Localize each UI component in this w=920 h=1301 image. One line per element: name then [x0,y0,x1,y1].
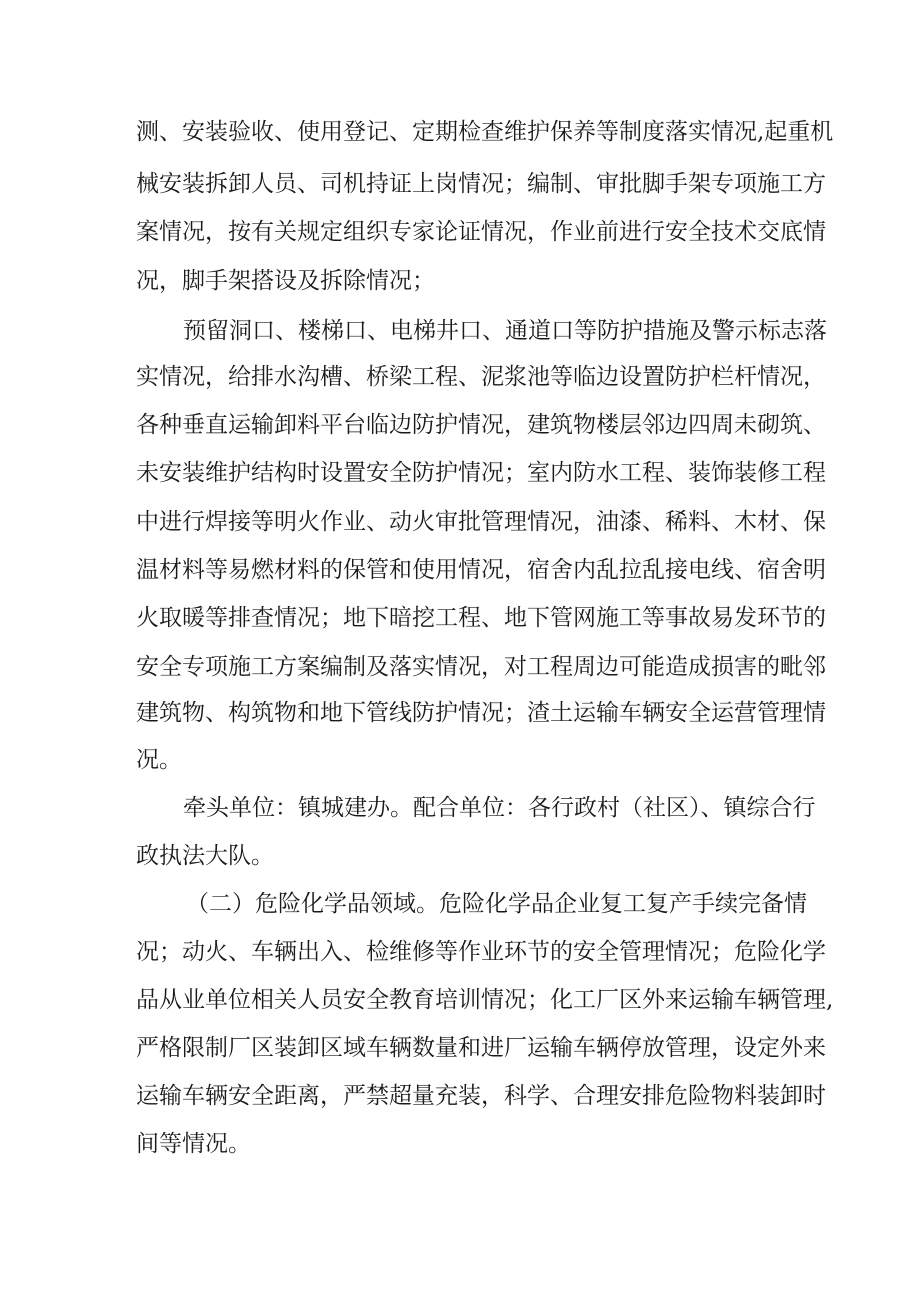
text-line: 测、安装验收、使用登记、定期检查维护保养等制度落实情况,起重机 [136,119,834,145]
text-line: 牵头单位：镇城建办。配合单位：各行政村（社区）、镇综合行 [183,795,816,821]
text-line: （二）危险化学品领域。危险化学品企业复工复产手续完备情 [186,891,807,917]
text-line: 间等情况。 [136,1131,251,1157]
text-line: 温材料等易燃材料的保管和使用情况，宿舍内乱拉乱接电线、宿舍明 [136,557,826,583]
text-line: 况。 [136,747,182,773]
text-line: 未安装维护结构时设置安全防护情况；室内防水工程、装饰装修工程 [136,460,826,486]
text-line: 中进行焊接等明火作业、动火审批管理情况，油漆、稀料、木材、保 [136,509,826,535]
text-line: 安全专项施工方案编制及落实情况，对工程周边可能造成损害的毗邻 [136,654,826,680]
text-line: 各种垂直运输卸料平台临边防护情况，建筑物楼层邻边四周未砌筑、 [136,412,826,438]
text-line: 品从业单位相关人员安全教育培训情况；化工厂区外来运输车辆管理, [136,987,834,1013]
text-line: 严格限制厂区装卸区域车辆数量和进厂运输车辆停放管理，设定外来 [136,1035,826,1061]
text-line: 建筑物、构筑物和地下管线防护情况；渣土运输车辆安全运营管理情 [136,700,826,726]
text-line: 政执法大队。 [136,843,274,869]
text-line: 况，脚手架搭设及拆除情况； [136,268,435,294]
text-line: 案情况，按有关规定组织专家论证情况，作业前进行安全技术交底情 [136,219,826,245]
text-line: 实情况，给排水沟槽、桥梁工程、泥浆池等临边设置防护栏杆情况， [136,364,826,390]
text-line: 火取暖等排查情况；地下暗挖工程、地下管网施工等事故易发环节的 [136,605,826,631]
text-line: 械安装拆卸人员、司机持证上岗情况；编制、审批脚手架专项施工方 [136,171,826,197]
text-line: 况；动火、车辆出入、检维修等作业环节的安全管理情况；危险化学 [136,939,826,965]
text-line: 运输车辆安全距离，严禁超量充装，科学、合理安排危险物料装卸时 [136,1083,826,1109]
text-line: 预留洞口、楼梯口、电梯井口、通道口等防护措施及警示标志落 [183,318,827,344]
